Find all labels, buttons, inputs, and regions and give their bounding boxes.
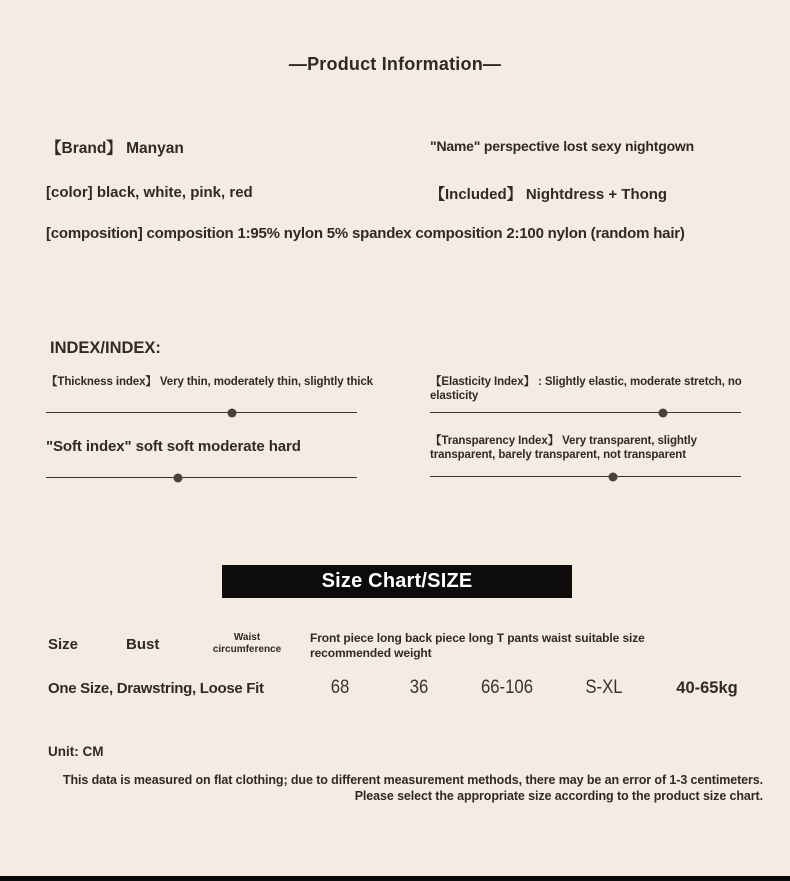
size-chart-header-measurements: Front piece long back piece long T pants waist suitable size recommended weight bbox=[310, 631, 645, 660]
size-chart-header-size: Size bbox=[48, 636, 79, 653]
transparency-index-label: 【Transparency Index】 Very transparent, slightly transparent, barely transparent, not transparent bbox=[430, 435, 697, 461]
slider-track bbox=[46, 477, 357, 478]
thickness-index-slider bbox=[46, 408, 357, 417]
softness-index-slider bbox=[46, 473, 357, 482]
slider-dot bbox=[173, 473, 182, 482]
transparency-index-slider bbox=[430, 472, 741, 481]
product-name-text: "Name" perspective lost sexy nightgown bbox=[430, 138, 694, 154]
measurement-disclaimer: This data is measured on flat clothing; due to different measurement methods, there may be an error of 1-3 centimeters. Please select the appropriate size according to the product size chart. bbox=[62, 773, 763, 803]
page-title: —Product Information— bbox=[288, 54, 502, 74]
elasticity-index-slider bbox=[430, 408, 741, 417]
composition-text: [composition] composition 1:95% nylon 5% spandex composition 2:100 nylon (random hair) bbox=[46, 225, 685, 242]
size-chart-cell-front-length: 68 bbox=[330, 677, 350, 698]
unit-text: Unit: CM bbox=[48, 744, 104, 759]
size-chart-cell-back-length: 36 bbox=[409, 677, 429, 698]
size-chart-header-bust: Bust bbox=[126, 636, 160, 653]
size-chart-cell-size-name: One Size, Drawstring, Loose Fit bbox=[48, 680, 264, 697]
bottom-divider-bar bbox=[0, 876, 790, 881]
brand-text: 【Brand】 Manyan bbox=[46, 140, 184, 157]
size-chart-cell-suitable-size: S-XL bbox=[585, 677, 623, 698]
slider-track bbox=[430, 412, 741, 413]
slider-track bbox=[430, 476, 741, 477]
thickness-index-label: 【Thickness index】 Very thin, moderately thin, slightly thick bbox=[46, 376, 373, 388]
size-chart-banner: Size Chart/SIZE bbox=[222, 565, 572, 598]
slider-dot bbox=[608, 472, 617, 481]
included-items-text: 【Included】 Nightdress + Thong bbox=[430, 186, 668, 203]
index-section-heading: INDEX/INDEX: bbox=[50, 339, 161, 357]
elasticity-index-label: 【Elasticity Index】 : Slightly elastic, moderate stretch, no elasticity bbox=[430, 376, 742, 402]
slider-dot bbox=[227, 408, 236, 417]
slider-dot bbox=[658, 408, 667, 417]
color-options-text: [color] black, white, pink, red bbox=[46, 184, 253, 201]
softness-index-label: "Soft index" soft soft moderate hard bbox=[46, 438, 301, 455]
size-chart-header-waist: Waist circumference bbox=[212, 632, 282, 655]
size-chart-cell-recommended-weight: 40-65kg bbox=[676, 679, 738, 697]
size-chart-cell-waist-range: 66-106 bbox=[480, 677, 534, 698]
slider-track bbox=[46, 412, 357, 413]
